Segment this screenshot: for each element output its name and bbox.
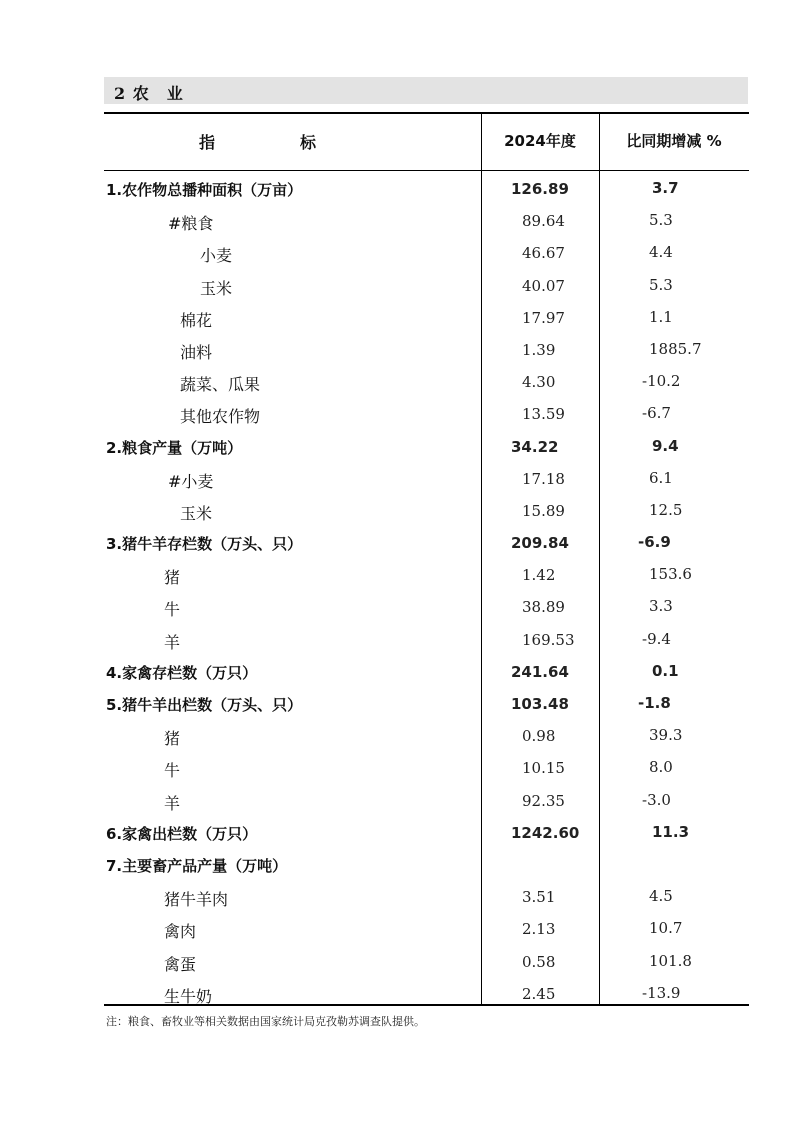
row-indicator: 蔬菜、瓜果	[180, 375, 261, 395]
row-indicator: 1.农作物总播种面积（万亩）	[106, 181, 303, 199]
row-value-2024: 2.45	[522, 984, 556, 1003]
footnote: 注：粮食、畜牧业等相关数据由国家统计局克孜勒苏调查队提供。	[106, 1015, 425, 1028]
table-row	[104, 818, 749, 850]
table-row	[104, 238, 749, 270]
row-change-pct: 3.3	[649, 597, 673, 616]
row-value-2024: 38.89	[522, 598, 565, 617]
table-row	[104, 947, 749, 979]
row-indicator: 玉米	[200, 278, 233, 298]
table-row	[104, 850, 749, 882]
row-value-2024: 1.42	[522, 566, 556, 585]
row-indicator: #小麦	[168, 471, 214, 491]
row-indicator: 禽肉	[164, 922, 197, 942]
table-row	[104, 174, 749, 206]
row-change-pct: -13.9	[642, 983, 681, 1002]
row-indicator: 7.主要畜产品产量（万吨）	[106, 856, 288, 875]
table-top-rule	[104, 112, 749, 114]
row-change-pct: 4.5	[649, 887, 673, 906]
table-row	[104, 432, 749, 464]
row-indicator: 猪	[164, 729, 181, 749]
table-row	[104, 560, 749, 592]
header-change: 比同期增减 %	[626, 132, 722, 150]
row-change-pct: -3.0	[642, 790, 671, 809]
table-row	[104, 464, 749, 496]
row-indicator: 3.猪牛羊存栏数（万头、只）	[106, 535, 303, 554]
table-row	[104, 496, 749, 528]
row-change-pct: 4.4	[649, 243, 673, 262]
header-indicator-part2: 标	[300, 133, 317, 152]
row-change-pct: 101.8	[649, 951, 692, 970]
row-value-2024: 13.59	[522, 405, 565, 424]
row-value-2024: 40.07	[522, 276, 565, 295]
table-row	[104, 753, 749, 785]
row-indicator: 牛	[164, 600, 181, 620]
row-value-2024: 2.13	[522, 920, 556, 939]
row-change-pct: 12.5	[649, 500, 683, 519]
row-change-pct: 11.3	[652, 822, 690, 841]
row-indicator: 棉花	[180, 310, 213, 330]
table-row	[104, 721, 749, 753]
row-change-pct: 3.7	[652, 179, 679, 197]
row-change-pct: -10.2	[642, 372, 681, 391]
row-indicator: 油料	[180, 342, 213, 362]
section-header-bar	[104, 77, 748, 104]
row-value-2024: 15.89	[522, 501, 565, 520]
table-body	[104, 174, 749, 1011]
row-change-pct: -6.9	[638, 533, 671, 552]
row-indicator: 玉米	[180, 503, 213, 523]
table-row	[104, 657, 749, 689]
row-value-2024: 34.22	[511, 437, 559, 456]
table-row	[104, 914, 749, 946]
section-title: 2 农 业	[114, 84, 184, 103]
row-value-2024: 126.89	[511, 180, 569, 198]
table-row	[104, 399, 749, 431]
row-value-2024: 3.51	[522, 888, 556, 907]
row-change-pct: 39.3	[649, 726, 683, 745]
row-indicator: 牛	[164, 761, 181, 781]
row-change-pct: 1885.7	[649, 339, 702, 358]
row-indicator: #粮食	[168, 214, 214, 234]
row-indicator: 猪牛羊肉	[164, 890, 229, 910]
table-row	[104, 689, 749, 721]
row-change-pct: -1.8	[638, 694, 671, 712]
row-change-pct: 5.3	[649, 275, 673, 294]
table-row	[104, 335, 749, 367]
table-row	[104, 206, 749, 238]
row-value-2024: 4.30	[522, 373, 556, 392]
table-row	[104, 882, 749, 914]
row-value-2024: 1242.60	[511, 823, 580, 842]
table-row	[104, 528, 749, 560]
row-value-2024: 241.64	[511, 662, 569, 681]
row-change-pct: 1.1	[649, 307, 673, 326]
row-indicator: 6.家禽出栏数（万只）	[106, 824, 258, 843]
row-value-2024: 46.67	[522, 244, 565, 263]
row-indicator: 4.家禽存栏数（万只）	[106, 663, 258, 682]
row-indicator: 其他农作物	[180, 407, 261, 427]
header-year: 2024年度	[504, 132, 576, 150]
row-indicator: 羊	[164, 632, 181, 652]
row-change-pct: 8.0	[649, 758, 673, 777]
row-change-pct: 5.3	[649, 211, 673, 230]
row-indicator: 5.猪牛羊出栏数（万头、只）	[106, 696, 303, 714]
table-row	[104, 271, 749, 303]
table-row	[104, 592, 749, 624]
row-value-2024: 17.97	[522, 308, 565, 327]
row-indicator: 羊	[164, 793, 181, 813]
row-indicator: 2.粮食产量（万吨）	[106, 438, 243, 457]
row-change-pct: 9.4	[652, 436, 679, 455]
table-row	[104, 367, 749, 399]
row-indicator: 小麦	[200, 246, 233, 266]
table-header-rule	[104, 170, 749, 171]
row-value-2024: 0.98	[522, 727, 556, 746]
row-change-pct: 10.7	[649, 919, 683, 938]
row-value-2024: 10.15	[522, 759, 565, 778]
table-row	[104, 625, 749, 657]
row-indicator: 生牛奶	[164, 986, 213, 1006]
table-row	[104, 303, 749, 335]
row-change-pct: 0.1	[652, 661, 679, 680]
row-change-pct: -6.7	[642, 404, 671, 423]
row-indicator: 猪	[164, 568, 181, 588]
row-change-pct: 153.6	[649, 565, 692, 584]
row-value-2024: 1.39	[522, 340, 556, 359]
header-indicator-part1: 指	[199, 133, 216, 152]
row-indicator: 禽蛋	[164, 954, 197, 974]
table-row	[104, 979, 749, 1011]
row-change-pct: -9.4	[642, 629, 671, 648]
row-value-2024: 89.64	[522, 212, 565, 231]
row-change-pct: 6.1	[649, 468, 673, 487]
row-value-2024: 169.53	[522, 630, 575, 649]
row-value-2024: 103.48	[511, 695, 569, 713]
row-value-2024: 92.35	[522, 791, 565, 810]
row-value-2024: 17.18	[522, 469, 565, 488]
row-value-2024: 0.58	[522, 952, 556, 971]
row-value-2024: 209.84	[511, 534, 569, 553]
table-row	[104, 786, 749, 818]
